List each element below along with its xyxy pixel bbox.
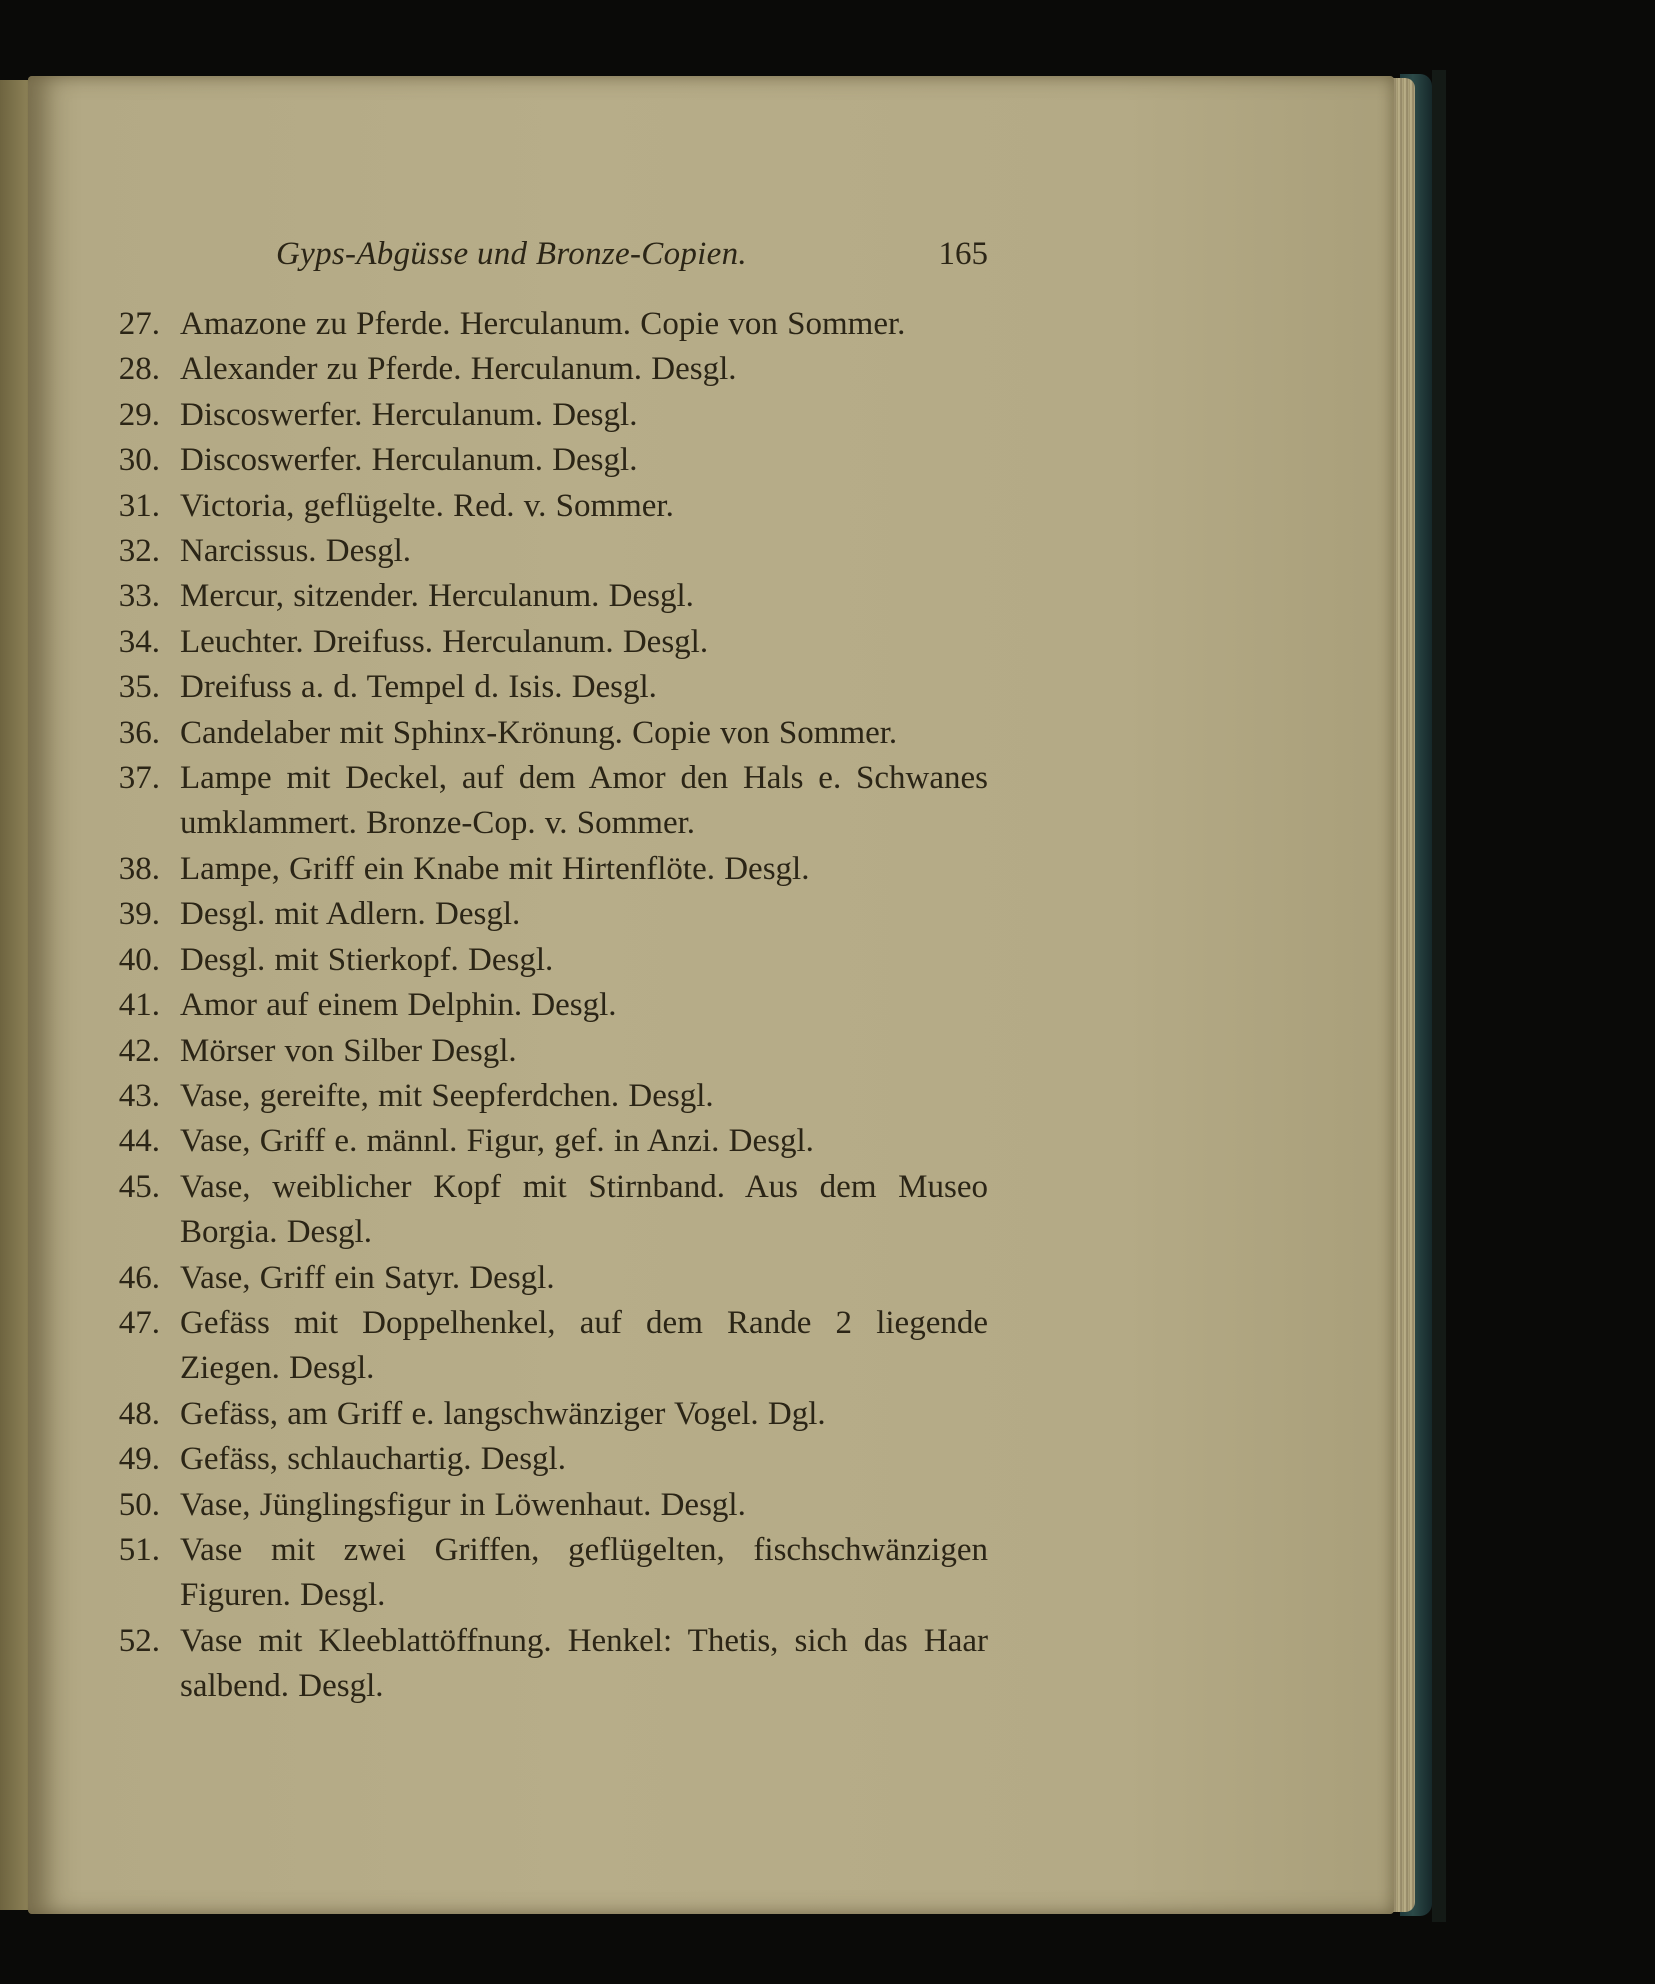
entry-text: Gefäss mit Doppelhenkel, auf dem Rande 2 liegende Ziegen. Desgl. [180,1304,988,1387]
entry-number: 33. [118,578,160,615]
entry-text: Vase, Griff ein Satyr. Desgl. [180,1259,555,1296]
catalog-entry [108,1301,988,1392]
entry-number: 41. [118,987,160,1024]
entry-text: Vase mit zwei Griffen, geflügelten, fischschwänzigen Figuren. Desgl. [180,1531,988,1614]
page-number: 165 [938,236,988,272]
entry-text: Vase, Griff e. männl. Figur, gef. in Anzi. Desgl. [180,1123,814,1160]
entry-number: 43. [118,1077,160,1114]
entry-number: 32. [118,533,160,570]
catalog-entry [108,620,988,665]
catalog-entry [108,1619,988,1710]
catalog-entry [108,1074,988,1119]
entry-number: 35. [118,669,160,706]
catalog-entry [108,892,988,937]
entry-text: Mörser von Silber Desgl. [180,1032,517,1069]
catalog-entry [108,1437,988,1482]
entry-text: Alexander zu Pferde. Herculanum. Desgl. [180,351,737,388]
catalog-entry [108,756,988,847]
catalog-entry [108,1392,988,1437]
catalog-entry [108,1256,988,1301]
catalog-list [108,302,988,1710]
catalog-entry [108,438,988,483]
entry-number: 29. [118,396,160,433]
catalog-entry [108,1528,988,1619]
catalog-entry [108,711,988,756]
entry-text: Desgl. mit Stierkopf. Desgl. [180,941,554,978]
entry-text: Amazone zu Pferde. Herculanum. Copie von Sommer. [180,306,906,342]
entry-text: Candelaber mit Sphinx-Krönung. Copie von Sommer. [180,714,898,751]
entry-text: Discoswerfer. Herculanum. Desgl. [180,442,638,479]
catalog-entry [108,484,988,529]
catalog-entry [108,393,988,438]
entry-text: Lampe mit Deckel, auf dem Amor den Hals e. Schwanes umklammert. Bronze-Cop. v. Sommer. [180,760,988,842]
entry-text: Vase, weiblicher Kopf mit Stirnband. Aus dem Museo Borgia. Desgl. [180,1168,988,1251]
catalog-entry [108,1119,988,1164]
catalog-entry [108,665,988,710]
entry-text: Discoswerfer. Herculanum. Desgl. [180,396,638,433]
entry-text: Amor auf einem Delphin. Desgl. [180,987,617,1024]
entry-text: Lampe, Griff ein Knabe mit Hirtenflöte. Desgl. [180,850,810,887]
running-head [108,236,988,286]
entry-text: Vase, Jünglingsfigur in Löwenhaut. Desgl. [180,1486,746,1523]
entry-text: Narcissus. Desgl. [180,533,412,570]
catalog-entry [108,847,988,892]
catalog-entry [108,302,988,347]
entry-number: 45. [118,1168,160,1205]
entry-text: Vase, gereifte, mit Seepferdchen. Desgl. [180,1077,714,1114]
catalog-entry [108,529,988,574]
book-cover-back [1432,70,1446,1922]
entry-number: 52. [118,1622,160,1659]
entry-number: 44. [118,1123,160,1160]
entry-number: 42. [118,1032,160,1069]
catalog-entry [108,574,988,619]
entry-number: 51. [118,1531,160,1568]
entry-text: Victoria, geflügelte. Red. v. Sommer. [180,487,674,524]
entry-text: Gefäss, am Griff e. langschwänziger Vogel. Dgl. [180,1395,826,1432]
entry-number: 30. [118,442,160,479]
entry-number: 48. [118,1395,160,1432]
catalog-entry [108,1165,988,1256]
entry-number: 39. [118,896,160,933]
catalog-entry [108,983,988,1028]
entry-number: 49. [118,1441,160,1478]
entry-text: Gefäss, schlauchartig. Desgl. [180,1441,566,1478]
catalog-entry [108,347,988,392]
entry-text: Mercur, sitzender. Herculanum. Desgl. [180,578,694,615]
entry-number: 36. [118,714,160,751]
catalog-entry [108,1483,988,1528]
text-block [108,236,988,1710]
entry-number: 27. [118,306,160,342]
book-page [28,76,1394,1914]
entry-number: 28. [118,351,160,388]
entry-number: 46. [118,1259,160,1296]
entry-number: 40. [118,941,160,978]
entry-text: Vase mit Kleeblattöffnung. Henkel: Thetis, sich das Haar salbend. Desgl. [180,1622,988,1705]
entry-text: Leuchter. Dreifuss. Herculanum. Desgl. [180,623,709,660]
running-title: Gyps-Abgüsse und Bronze-Copien. [276,236,747,272]
entry-number: 38. [118,850,160,887]
entry-number: 50. [118,1486,160,1523]
catalog-entry [108,1029,988,1074]
entry-number: 34. [118,623,160,660]
entry-number: 47. [118,1304,160,1341]
entry-number: 31. [118,487,160,524]
entry-number: 37. [118,760,160,797]
entry-text: Dreifuss a. d. Tempel d. Isis. Desgl. [180,669,657,706]
entry-text: Desgl. mit Adlern. Desgl. [180,896,521,933]
catalog-entry [108,938,988,983]
